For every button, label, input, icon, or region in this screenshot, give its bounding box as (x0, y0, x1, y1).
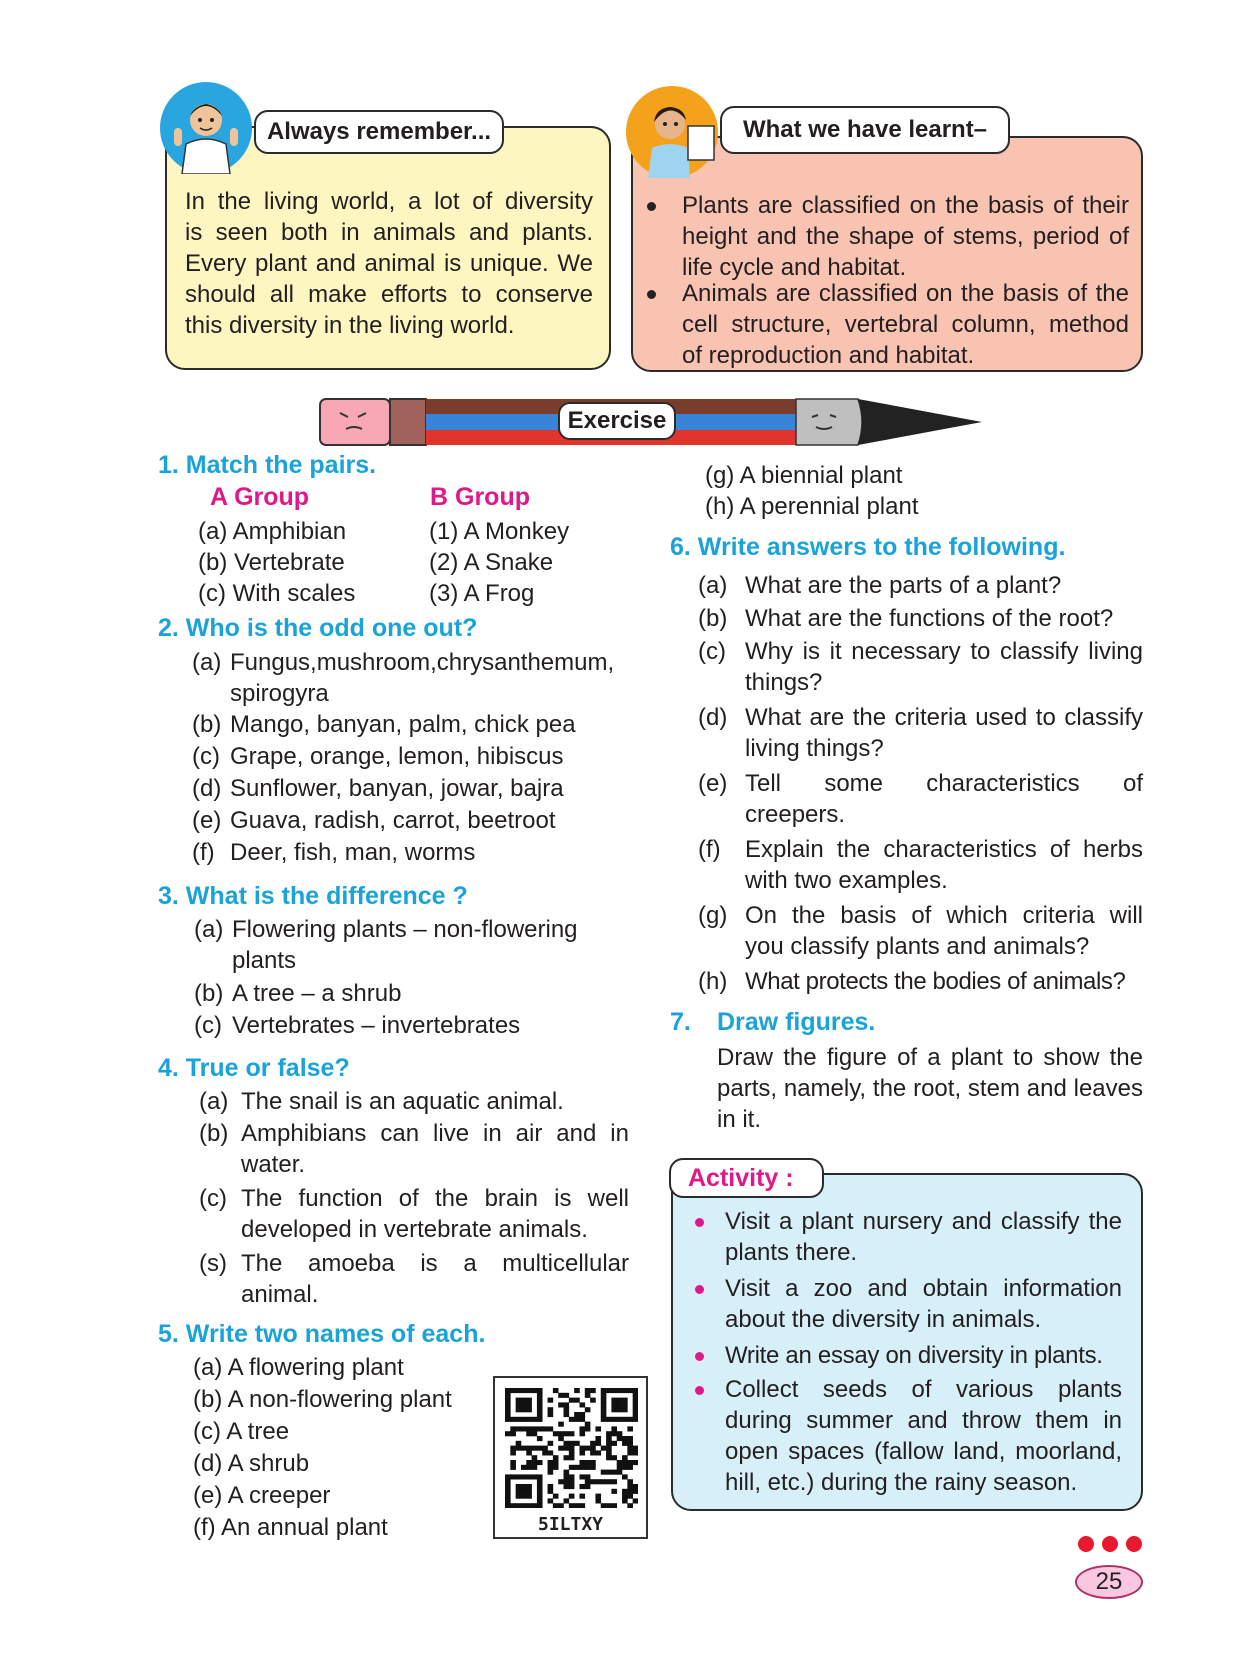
list-item: (g) A biennial plant (705, 462, 903, 489)
item-label: (s) (199, 1250, 227, 1277)
item-line: you classify plants and animals? (745, 933, 1090, 960)
activity-line: about the diversity in animals. (725, 1306, 1042, 1333)
q6-heading: 6. Write answers to the following. (670, 533, 1066, 561)
always-remember-text (185, 186, 593, 341)
page-number: 25 (1075, 1565, 1143, 1599)
item-label: (b) (194, 980, 224, 1007)
list-item: (d) A shrub (193, 1450, 310, 1477)
remember-line: should all make efforts to conserve (185, 281, 593, 308)
item-label: (c) (199, 1185, 227, 1212)
item-line: with two examples. (745, 867, 948, 894)
item-line: things? (745, 669, 823, 696)
list-item: (e) A creeper (193, 1482, 331, 1509)
bullet-icon (695, 1218, 704, 1227)
decorative-dots-icon (1077, 1535, 1143, 1553)
bullet-icon (695, 1352, 704, 1361)
q2-heading: 2. Who is the odd one out? (158, 614, 478, 642)
activity-line: open spaces (fallow land, moorland, (725, 1438, 1122, 1465)
item-label: (a) (698, 572, 728, 599)
item-line: Tell some characteristics of (745, 770, 1143, 797)
always-remember-title: Always remember... (254, 110, 504, 154)
q6-list (698, 570, 1143, 1000)
activity-line: Visit a plant nursery and classify the (725, 1208, 1122, 1235)
item-line: creepers. (745, 801, 846, 828)
q4-heading: 4. True or false? (158, 1054, 350, 1082)
item-line: Sunflower, banyan, jowar, bajra (230, 775, 564, 802)
item-line: A tree – a shrub (232, 980, 402, 1007)
q4-list (199, 1086, 629, 1316)
item-line: developed in vertebrate animals. (241, 1216, 588, 1243)
item-label: (e) (698, 770, 728, 797)
b-group-item: (3) A Frog (429, 580, 535, 607)
q7-line: parts, namely, the root, stem and leaves (717, 1075, 1143, 1102)
item-label: (b) (199, 1120, 229, 1147)
remember-line: In the living world, a lot of diversity (185, 188, 593, 215)
item-line: Deer, fish, man, worms (230, 839, 476, 866)
b-group-item: (2) A Snake (429, 549, 554, 576)
q3-list (194, 914, 634, 1044)
bullet-icon (695, 1386, 704, 1395)
learnt-line: height and the shape of stems, period of (682, 223, 1129, 250)
item-line: water. (241, 1151, 306, 1178)
item-label: (a) (192, 649, 222, 676)
item-label: (d) (192, 775, 222, 802)
list-item (192, 647, 632, 709)
item-line: The snail is an aquatic animal. (241, 1088, 564, 1115)
item-line: The function of the brain is well (241, 1185, 629, 1212)
item-line: Mango, banyan, palm, chick pea (230, 711, 576, 738)
item-line: Vertebrates – invertebrates (232, 1012, 521, 1039)
q5-heading: 5. Write two names of each. (158, 1320, 486, 1348)
item-label: (a) (199, 1088, 229, 1115)
item-label: (d) (698, 704, 728, 731)
activity-title: Activity : (669, 1158, 824, 1198)
q5-list (193, 1352, 452, 1543)
bullet-icon (647, 202, 656, 211)
item-line: plants (232, 947, 297, 974)
item-label: (b) (192, 711, 222, 738)
qr-code-icon (505, 1388, 638, 1508)
item-label: (g) (698, 902, 728, 929)
q1-heading: 1. Match the pairs. (158, 451, 377, 479)
activity-line: Visit a zoo and obtain information (725, 1275, 1122, 1302)
item-label: (c) (698, 638, 726, 665)
item-line: The amoeba is a multicellular (241, 1250, 629, 1277)
qr-code-box (493, 1376, 648, 1539)
learnt-line: Plants are classified on the basis of their (682, 192, 1129, 219)
bullet-icon (647, 290, 656, 299)
activity-line: during summer and throw them in (725, 1407, 1122, 1434)
a-group-item: (c) With scales (198, 580, 356, 607)
exercise-title: Exercise (558, 402, 676, 440)
learnt-line: cell structure, vertebral column, method (682, 311, 1129, 338)
item-label: (c) (194, 1012, 222, 1039)
item-line: animal. (241, 1281, 319, 1308)
item-label: (h) (698, 968, 728, 995)
item-label: (c) (192, 743, 220, 770)
q2-list (192, 647, 632, 877)
item-line: living things? (745, 735, 884, 762)
remember-line: this diversity in the living world. (185, 312, 515, 339)
what-we-learnt-title: What we have learnt– (720, 106, 1010, 154)
learnt-line: of reproduction and habitat. (682, 342, 975, 369)
q7-line: Draw the figure of a plant to show the (717, 1044, 1143, 1071)
item-line: What are the criteria used to classify (745, 704, 1143, 731)
learnt-line: life cycle and habitat. (682, 254, 907, 281)
item-label: (b) (698, 605, 728, 632)
item-label: (a) (194, 916, 224, 943)
item-label: (e) (192, 807, 222, 834)
activity-line: Write an essay on diversity in plants. (725, 1342, 1103, 1369)
item-line: Grape, orange, lemon, hibiscus (230, 743, 564, 770)
list-item: (c) A tree (193, 1418, 290, 1445)
bullet-icon (695, 1285, 704, 1294)
item-line: Amphibians can live in air and in (241, 1120, 629, 1147)
item-label: (f) (698, 836, 721, 863)
item-line: Guava, radish, carrot, beetroot (230, 807, 556, 834)
item-line: spirogyra (230, 680, 329, 707)
b-group-item: (1) A Monkey (429, 518, 570, 545)
q7-line: in it. (717, 1106, 762, 1133)
b-group-heading: B Group (430, 483, 530, 511)
list-item: (f) An annual plant (193, 1514, 388, 1541)
item-line: Fungus,mushroom,chrysanthemum, (230, 649, 615, 676)
q5-list-continued (705, 460, 918, 522)
q3-heading: 3. What is the difference ? (158, 882, 468, 910)
remember-line: is seen both in animals and plants. (185, 219, 593, 246)
a-group-list (198, 516, 355, 609)
item-line: What are the parts of a plant? (745, 572, 1062, 599)
item-line: Why is it necessary to classify living (745, 638, 1143, 665)
list-item: (b) A non-flowering plant (193, 1386, 452, 1413)
learnt-line: Animals are classified on the basis of the (682, 280, 1129, 307)
activity-line: Collect seeds of various plants (725, 1376, 1122, 1403)
item-line: Flowering plants – non-flowering (232, 916, 578, 943)
item-line: What are the functions of the root? (745, 605, 1114, 632)
activity-line: plants there. (725, 1239, 858, 1266)
b-group-list (429, 516, 569, 609)
q7-heading: Draw figures. (717, 1008, 876, 1036)
list-item: (a) A flowering plant (193, 1354, 404, 1381)
item-label: (f) (192, 839, 215, 866)
item-line: What protects the bodies of animals? (745, 968, 1126, 995)
a-group-heading: A Group (210, 483, 310, 511)
boy-avatar-icon (160, 82, 252, 174)
q7-text (717, 1042, 1143, 1135)
girl-avatar-icon (626, 86, 718, 178)
item-line: On the basis of which criteria will (745, 902, 1143, 929)
qr-code-label: 5ILTXY (537, 1514, 604, 1535)
activity-line: hill, etc.) during the rainy season. (725, 1469, 1078, 1496)
a-group-item: (b) Vertebrate (198, 549, 345, 576)
item-line: Explain the characteristics of herbs (745, 836, 1143, 863)
q7-number: 7. (670, 1008, 691, 1036)
list-item: (h) A perennial plant (705, 493, 919, 520)
a-group-item: (a) Amphibian (198, 518, 347, 545)
remember-line: Every plant and animal is unique. We (185, 250, 593, 277)
